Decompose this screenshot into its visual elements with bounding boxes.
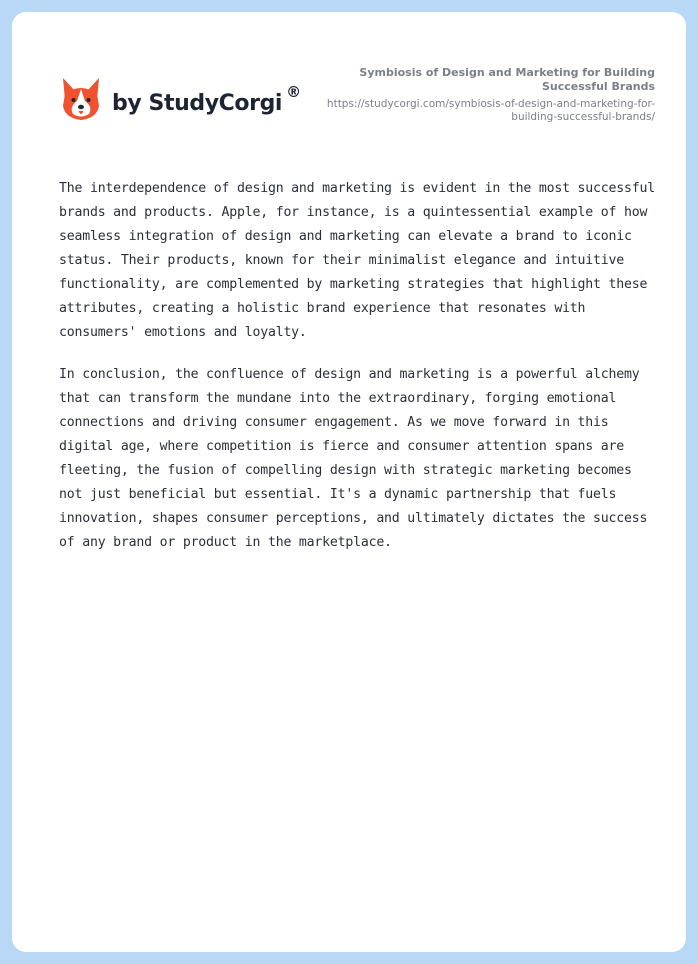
- document-url[interactable]: https://studycorgi.com/symbiosis-of-design-and-marketing-for-building-successful-brands/: [326, 98, 655, 123]
- registered-mark: ®: [286, 83, 302, 101]
- document-page: [12, 12, 686, 952]
- paragraph: In conclusion, the confluence of design and marketing is a powerful alchemy that can transform the mundane into the extraordinary, forging emotional connections and driving consumer engagement. As we move forward in this digital age, where competition is fierce and consumer attention spans are fleeting, the fusion of compelling design with strategic marketing becomes not just beneficial but essential. It's a dynamic partnership that fuels innovation, shapes consumer perceptions, and ultimately dictates the success of any brand or product in the marketplace.: [59, 367, 648, 550]
- document-body: [59, 177, 659, 573]
- corgi-icon: [60, 76, 102, 122]
- paragraph: The interdependence of design and marketing is evident in the most successful brands and products. Apple, for instance, is a quintessential example of how seamless integration of design and marketing can elevate a brand to iconic status. Their products, known for their minimalist elegance and intuitive functionality, are complemented by marketing strategies that highlight these attributes, creating a holistic brand experience that resonates with consumers' emotions and loyalty.: [59, 181, 655, 340]
- document-header: [325, 66, 655, 124]
- studycorgi-logo[interactable]: [60, 76, 301, 122]
- logo-text: by StudyCorgi: [112, 90, 283, 116]
- document-title: Symbiosis of Design and Marketing for Building Successful Brands: [359, 66, 655, 93]
